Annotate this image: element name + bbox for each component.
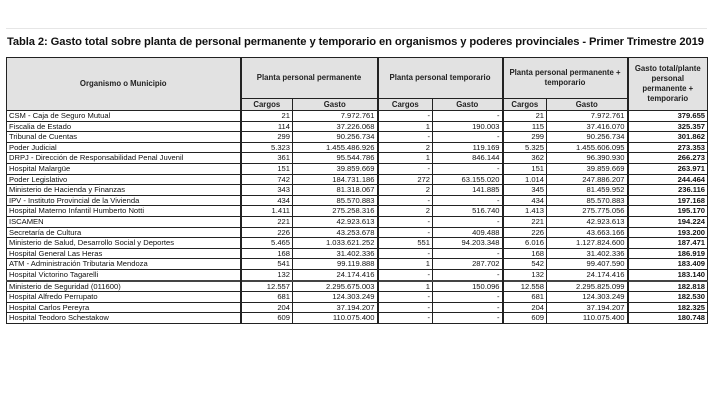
table-row: [7, 238, 708, 249]
perm-cargos-cell: 5.323: [241, 142, 293, 153]
table-row: [7, 174, 708, 185]
organismo-cell: Hospital Victorino Tagarelli: [7, 269, 241, 280]
tot-cargos-cell: 226: [503, 227, 547, 238]
temp-gasto-cell: 287.702: [433, 259, 503, 270]
tot-gasto-cell: 2.295.825.099: [547, 281, 628, 292]
tot-gasto-cell: 24.174.416: [547, 269, 628, 280]
temp-gasto-cell: 846.144: [433, 153, 503, 164]
temp-cargos-cell: -: [378, 292, 433, 303]
table-row: [7, 302, 708, 313]
temp-gasto-cell: 94.203.348: [433, 238, 503, 249]
temp-gasto-cell: -: [433, 216, 503, 227]
temp-cargos-cell: 1: [378, 121, 433, 132]
header-tot-gasto: Gasto: [547, 99, 628, 111]
header-organismo: Organismo o Municipio: [7, 58, 241, 111]
temp-cargos-cell: -: [378, 248, 433, 259]
perm-gasto-cell: 37.194.207: [293, 302, 378, 313]
ratio-cell: 183.409: [628, 259, 708, 270]
tot-gasto-cell: 81.459.952: [547, 185, 628, 196]
ratio-cell: 195.170: [628, 206, 708, 217]
header-temporario: Planta personal temporario: [378, 58, 503, 99]
tot-cargos-cell: 132: [503, 269, 547, 280]
tot-cargos-cell: 681: [503, 292, 547, 303]
organismo-cell: Poder Judicial: [7, 142, 241, 153]
tot-gasto-cell: 96.390.930: [547, 153, 628, 164]
tot-gasto-cell: 99.407.590: [547, 259, 628, 270]
tot-gasto-cell: 275.775.056: [547, 206, 628, 217]
perm-cargos-cell: 168: [241, 248, 293, 259]
table-row: [7, 248, 708, 259]
ratio-cell: 263.971: [628, 163, 708, 174]
temp-cargos-cell: -: [378, 227, 433, 238]
temp-gasto-cell: -: [433, 292, 503, 303]
tot-gasto-cell: 37.194.207: [547, 302, 628, 313]
table-row: [7, 269, 708, 280]
tot-cargos-cell: 115: [503, 121, 547, 132]
perm-gasto-cell: 42.923.613: [293, 216, 378, 227]
organismo-cell: CSM - Caja de Seguro Mutual: [7, 111, 241, 122]
table-row: [7, 259, 708, 270]
temp-gasto-cell: 63.155.020: [433, 174, 503, 185]
tot-cargos-cell: 21: [503, 111, 547, 122]
tot-cargos-cell: 345: [503, 185, 547, 196]
table-row: [7, 313, 708, 324]
temp-gasto-cell: -: [433, 302, 503, 313]
ratio-cell: 180.748: [628, 313, 708, 324]
organismo-cell: DRPJ - Dirección de Responsabilidad Penal Juvenil: [7, 153, 241, 164]
temp-gasto-cell: 141.885: [433, 185, 503, 196]
tot-cargos-cell: 6.016: [503, 238, 547, 249]
ratio-cell: 194.224: [628, 216, 708, 227]
tot-gasto-cell: 247.886.207: [547, 174, 628, 185]
organismo-cell: ATM - Administración Tributaria Mendoza: [7, 259, 241, 270]
temp-cargos-cell: -: [378, 132, 433, 143]
tot-cargos-cell: 221: [503, 216, 547, 227]
organismo-cell: Hospital Alfredo Perrupato: [7, 292, 241, 303]
temp-cargos-cell: -: [378, 302, 433, 313]
organismo-cell: Hospital Teodoro Schestakow: [7, 313, 241, 324]
ratio-cell: 379.655: [628, 111, 708, 122]
table-row: [7, 206, 708, 217]
organismo-cell: Hospital Materno Infantil Humberto Notti: [7, 206, 241, 217]
perm-cargos-cell: 742: [241, 174, 293, 185]
perm-cargos-cell: 151: [241, 163, 293, 174]
table-row: [7, 185, 708, 196]
organismo-cell: Hospital Malargüe: [7, 163, 241, 174]
perm-cargos-cell: 132: [241, 269, 293, 280]
tot-gasto-cell: 7.972.761: [547, 111, 628, 122]
ratio-cell: 187.471: [628, 238, 708, 249]
temp-gasto-cell: -: [433, 163, 503, 174]
perm-gasto-cell: 24.174.416: [293, 269, 378, 280]
ratio-cell: 266.273: [628, 153, 708, 164]
perm-gasto-cell: 39.859.669: [293, 163, 378, 174]
temp-cargos-cell: 1: [378, 153, 433, 164]
perm-gasto-cell: 124.303.249: [293, 292, 378, 303]
temp-cargos-cell: -: [378, 163, 433, 174]
ratio-cell: 325.357: [628, 121, 708, 132]
organismo-cell: Fiscalia de Estado: [7, 121, 241, 132]
tot-gasto-cell: 85.570.883: [547, 195, 628, 206]
ratio-cell: 301.862: [628, 132, 708, 143]
ratio-cell: 182.530: [628, 292, 708, 303]
perm-cargos-cell: 226: [241, 227, 293, 238]
tot-cargos-cell: 609: [503, 313, 547, 324]
organismo-cell: ISCAMEN: [7, 216, 241, 227]
organismo-cell: IPV - Instituto Provincial de la Vivienda: [7, 195, 241, 206]
temp-gasto-cell: 516.740: [433, 206, 503, 217]
perm-cargos-cell: 299: [241, 132, 293, 143]
temp-cargos-cell: 2: [378, 185, 433, 196]
perm-gasto-cell: 81.318.067: [293, 185, 378, 196]
perm-cargos-cell: 434: [241, 195, 293, 206]
temp-gasto-cell: -: [433, 195, 503, 206]
perm-gasto-cell: 184.731.186: [293, 174, 378, 185]
organismo-cell: Tribunal de Cuentas: [7, 132, 241, 143]
temp-gasto-cell: 409.488: [433, 227, 503, 238]
tot-gasto-cell: 124.303.249: [547, 292, 628, 303]
temp-gasto-cell: 119.169: [433, 142, 503, 153]
perm-cargos-cell: 5.465: [241, 238, 293, 249]
tot-gasto-cell: 1.127.824.600: [547, 238, 628, 249]
tot-gasto-cell: 110.075.400: [547, 313, 628, 324]
perm-cargos-cell: 221: [241, 216, 293, 227]
table-row: [7, 292, 708, 303]
ratio-cell: 236.116: [628, 185, 708, 196]
temp-cargos-cell: -: [378, 111, 433, 122]
tot-cargos-cell: 204: [503, 302, 547, 313]
table-body: [7, 111, 708, 324]
table-title: Tabla 2: Gasto total sobre planta de personal permanente y temporario en organismos y poderes provinciales - Primer Trimestre 2019: [7, 36, 704, 48]
ratio-cell: 183.140: [628, 269, 708, 280]
table-row: [7, 153, 708, 164]
table-row: [7, 132, 708, 143]
perm-gasto-cell: 90.256.734: [293, 132, 378, 143]
temp-gasto-cell: -: [433, 313, 503, 324]
table-row: [7, 121, 708, 132]
perm-gasto-cell: 95.544.786: [293, 153, 378, 164]
perm-gasto-cell: 37.226.068: [293, 121, 378, 132]
organismo-cell: Secretaría de Cultura: [7, 227, 241, 238]
header-temp-cargos: Cargos: [378, 99, 433, 111]
organismo-cell: Hospital Carlos Pereyra: [7, 302, 241, 313]
perm-gasto-cell: 1.033.621.252: [293, 238, 378, 249]
temp-cargos-cell: -: [378, 269, 433, 280]
tot-gasto-cell: 31.402.336: [547, 248, 628, 259]
perm-cargos-cell: 609: [241, 313, 293, 324]
perm-gasto-cell: 85.570.883: [293, 195, 378, 206]
organismo-cell: Ministerio de Seguridad (011600): [7, 281, 241, 292]
table-row: [7, 195, 708, 206]
tot-gasto-cell: 43.663.166: [547, 227, 628, 238]
temp-gasto-cell: -: [433, 111, 503, 122]
header-perm-temp: Planta personal permanente + temporario: [503, 58, 628, 99]
table-row: [7, 281, 708, 292]
header-gasto-total: Gasto total/plante personal permanente + temporario: [628, 58, 708, 111]
organismo-cell: Ministerio de Hacienda y Finanzas: [7, 185, 241, 196]
temp-cargos-cell: 1: [378, 259, 433, 270]
tot-gasto-cell: 37.416.070: [547, 121, 628, 132]
temp-cargos-cell: 272: [378, 174, 433, 185]
temp-cargos-cell: 2: [378, 142, 433, 153]
perm-cargos-cell: 1.411: [241, 206, 293, 217]
tot-cargos-cell: 542: [503, 259, 547, 270]
tot-cargos-cell: 299: [503, 132, 547, 143]
table-row: [7, 142, 708, 153]
ratio-cell: 244.464: [628, 174, 708, 185]
perm-cargos-cell: 114: [241, 121, 293, 132]
header-permanente: Planta personal permanente: [241, 58, 378, 99]
tot-gasto-cell: 90.256.734: [547, 132, 628, 143]
ratio-cell: 273.353: [628, 142, 708, 153]
temp-cargos-cell: 2: [378, 206, 433, 217]
perm-cargos-cell: 12.557: [241, 281, 293, 292]
temp-cargos-cell: -: [378, 216, 433, 227]
table-row: [7, 111, 708, 122]
header-perm-gasto: Gasto: [293, 99, 378, 111]
ratio-cell: 182.325: [628, 302, 708, 313]
temp-gasto-cell: 150.096: [433, 281, 503, 292]
perm-gasto-cell: 7.972.761: [293, 111, 378, 122]
temp-gasto-cell: -: [433, 269, 503, 280]
temp-gasto-cell: 190.003: [433, 121, 503, 132]
temp-gasto-cell: -: [433, 248, 503, 259]
perm-gasto-cell: 1.455.486.926: [293, 142, 378, 153]
tot-cargos-cell: 1.014: [503, 174, 547, 185]
tot-cargos-cell: 5.325: [503, 142, 547, 153]
ratio-cell: 186.919: [628, 248, 708, 259]
perm-cargos-cell: 681: [241, 292, 293, 303]
organismo-cell: Hospital General Las Heras: [7, 248, 241, 259]
perm-cargos-cell: 21: [241, 111, 293, 122]
temp-cargos-cell: 1: [378, 281, 433, 292]
expense-table: [6, 57, 708, 324]
perm-gasto-cell: 99.119.888: [293, 259, 378, 270]
tot-cargos-cell: 12.558: [503, 281, 547, 292]
tot-gasto-cell: 1.455.606.095: [547, 142, 628, 153]
temp-cargos-cell: -: [378, 195, 433, 206]
tot-cargos-cell: 1.413: [503, 206, 547, 217]
temp-cargos-cell: -: [378, 313, 433, 324]
perm-gasto-cell: 2.295.675.003: [293, 281, 378, 292]
temp-gasto-cell: -: [433, 132, 503, 143]
ratio-cell: 197.168: [628, 195, 708, 206]
perm-cargos-cell: 343: [241, 185, 293, 196]
tot-cargos-cell: 151: [503, 163, 547, 174]
ratio-cell: 193.200: [628, 227, 708, 238]
tot-gasto-cell: 39.859.669: [547, 163, 628, 174]
table-row: [7, 163, 708, 174]
perm-cargos-cell: 361: [241, 153, 293, 164]
perm-gasto-cell: 43.253.678: [293, 227, 378, 238]
header-temp-gasto: Gasto: [433, 99, 503, 111]
tot-gasto-cell: 42.923.613: [547, 216, 628, 227]
header-tot-cargos: Cargos: [503, 99, 547, 111]
perm-cargos-cell: 541: [241, 259, 293, 270]
temp-cargos-cell: 551: [378, 238, 433, 249]
tot-cargos-cell: 362: [503, 153, 547, 164]
table-row: [7, 216, 708, 227]
tot-cargos-cell: 434: [503, 195, 547, 206]
table-row: [7, 227, 708, 238]
perm-cargos-cell: 204: [241, 302, 293, 313]
organismo-cell: Poder Legislativo: [7, 174, 241, 185]
tot-cargos-cell: 168: [503, 248, 547, 259]
perm-gasto-cell: 110.075.400: [293, 313, 378, 324]
header-perm-cargos: Cargos: [241, 99, 293, 111]
ratio-cell: 182.818: [628, 281, 708, 292]
organismo-cell: Ministerio de Salud, Desarrollo Social y Deportes: [7, 238, 241, 249]
perm-gasto-cell: 275.258.316: [293, 206, 378, 217]
perm-gasto-cell: 31.402.336: [293, 248, 378, 259]
